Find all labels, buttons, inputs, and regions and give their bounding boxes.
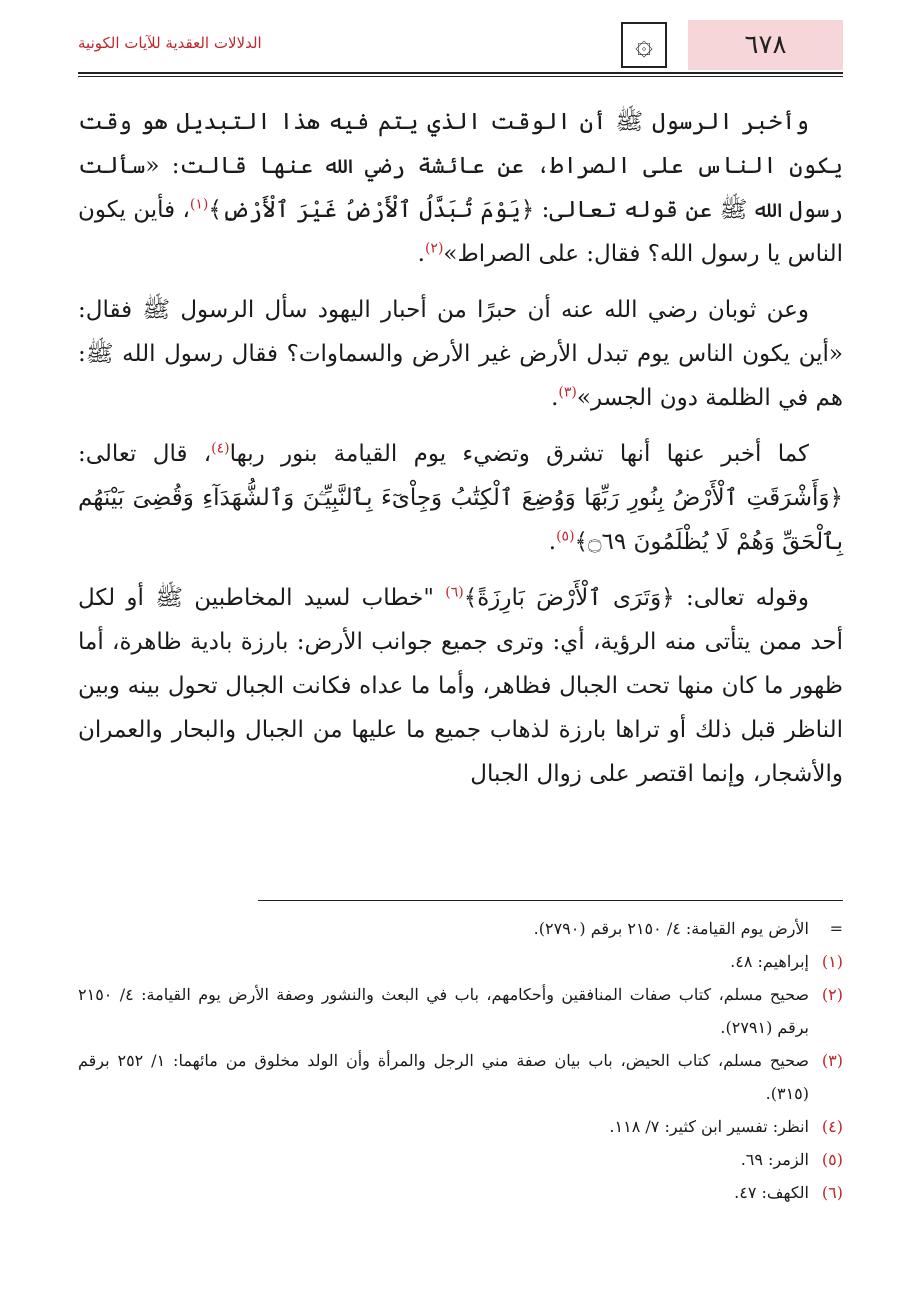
paragraph-2 — [78, 288, 843, 420]
footnote-number: (٥) — [821, 1150, 843, 1169]
footnote-ref[interactable]: (٦) — [445, 584, 464, 601]
running-title: الدلالات العقدية للآيات الكونية — [78, 34, 262, 52]
footnote-number: (٢) — [821, 985, 843, 1004]
paragraph-text: "خطاب لسيد المخاطبين ﷺ أو لكل أحد ممن يتأتى منه الرؤية، أي: وترى جميع جوانب الأرض: بارزة بادية ظاهرة، أما ظهور ما كان منها تحت الجبال فظاهر، وأما ما عداه فكانت الجبال تحول بينه وبين الناظر قبل ذلك أو تراها بارزة لذهاب جميع ما عليها من الجبال والبحار والعمران والأشجار، وإنما اقتصر على زوال الجبال — [78, 585, 843, 787]
paragraph-text: وعن ثوبان رضي الله عنه أن حبرًا من أحبار اليهود سأل الرسول ﷺ فقال: «أين يكون الناس يوم تبدل الأرض غير الأرض والسماوات؟ فقال رسول الله ﷺ: هم في الظلمة دون الجسر» — [78, 297, 843, 411]
footnote-ref[interactable]: (٤) — [211, 440, 230, 457]
footnote-item — [78, 1044, 843, 1110]
footnote-number: (٤) — [821, 1117, 843, 1136]
footnotes — [78, 912, 843, 1209]
footnote-item — [78, 1143, 843, 1176]
footnote-text: الزمر: ٦٩. — [740, 1150, 809, 1169]
paragraph-3 — [78, 432, 843, 564]
footnote-item — [78, 912, 843, 945]
paragraph-text: ، قال تعالى: — [78, 441, 212, 467]
paragraph-text: . — [551, 385, 559, 411]
footnote-ref[interactable]: (٣) — [558, 384, 577, 401]
footnote-text: إبراهيم: ٤٨. — [730, 952, 809, 971]
footnote-ref[interactable]: (١) — [189, 196, 209, 213]
quran-verse: ﴿وَأَشْرَقَتِ ٱلْأَرْضُ بِنُورِ رَبِّهَا وَوُضِعَ ٱلْكِتَٰبُ وَجِاْىٓءَ بِٱلنَّبِيِّـۧنَ وَٱلشُّهَدَآءِ وَقُضِىَ بَيْنَهُم بِٱلْحَقِّ وَهُمْ لَا يُظْلَمُونَ ۝٦٩﴾ — [78, 485, 843, 555]
page-number-box — [688, 20, 843, 70]
paragraph-text: . — [417, 241, 425, 267]
header-rule-thin — [78, 76, 843, 77]
paragraph-text: كما أخبر عنها أنها تشرق وتضيء يوم القيامة بنور ربها — [229, 441, 809, 467]
ornament-icon: ۞ — [621, 22, 667, 68]
footnote-item — [78, 978, 843, 1044]
footnote-text: الكهف: ٤٧. — [734, 1183, 809, 1202]
paragraph-text: ، فأين يكون الناس يا رسول الله؟ فقال: على الصراط» — [78, 197, 843, 267]
paragraph-text: . — [548, 529, 557, 555]
header-rule — [78, 72, 843, 74]
page-number: ٦٧٨ — [744, 30, 787, 60]
footnote-separator — [258, 900, 843, 901]
paragraph-text: وقوله تعالى: — [674, 585, 809, 611]
main-text — [78, 100, 843, 808]
footnote-text: انظر: تفسير ابن كثير: ٧/ ١١٨. — [609, 1117, 809, 1136]
footnote-ref[interactable]: (٥) — [556, 528, 575, 545]
paragraph-text: وأخبر الرسول ﷺ أن الوقت الذي يتم فيه هذا التبديل هو وقت يكون الناس على الصراط، عن عائشة رضي الله عنها قالت: «سألت رسول الله ﷺ عن قوله تعالى: — [78, 109, 843, 223]
footnote-item — [78, 1110, 843, 1143]
footnote-number: (٦) — [821, 1183, 843, 1202]
footnote-number: (٣) — [821, 1051, 843, 1070]
footnote-text: الأرض يوم القيامة: ٤/ ٢١٥٠ برقم (٢٧٩٠). — [533, 919, 809, 938]
page-header — [78, 20, 843, 70]
footnote-item — [78, 945, 843, 978]
footnote-text: صحيح مسلم، كتاب الحيض، باب بيان صفة مني الرجل والمرأة وأن الولد مخلوق من مائهما: ١/ ٢٥٢ برقم (٣١٥). — [78, 1051, 809, 1103]
quran-verse: ﴿يَوْمَ تُبَدَّلُ ٱلْأَرْضُ غَيْرَ ٱلْأَرْضِ﴾ — [208, 197, 535, 223]
paragraph-1 — [78, 100, 843, 276]
footnote-ref[interactable]: (٢) — [424, 240, 444, 257]
footnote-number: = — [829, 919, 843, 938]
quran-verse: ﴿وَتَرَى ٱلْأَرْضَ بَارِزَةً﴾ — [463, 585, 675, 611]
footnote-text: صحيح مسلم، كتاب صفات المنافقين وأحكامهم، باب في البعث والنشور وصفة الأرض يوم القيامة: ٤/ ٢١٥٠ برقم (٢٧٩١). — [78, 985, 809, 1037]
paragraph-4 — [78, 576, 843, 796]
footnote-number: (١) — [821, 952, 843, 971]
footnote-item — [78, 1176, 843, 1209]
